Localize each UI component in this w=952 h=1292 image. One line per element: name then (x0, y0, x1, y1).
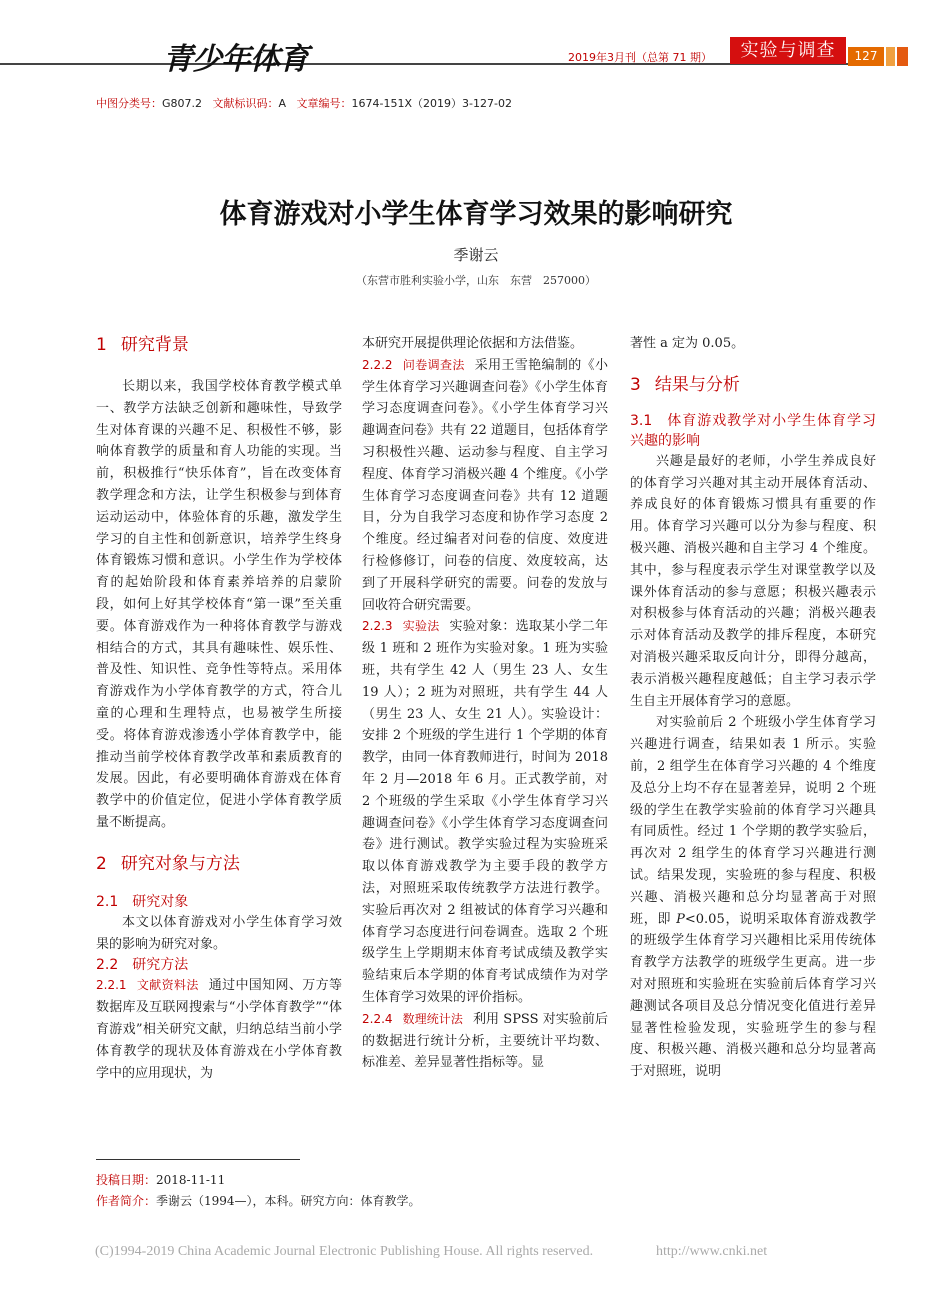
paragraph: 长期以来，我国学校体育教学模式单一、教学方法缺乏创新和趣味性，导致学生对体育课的兴趣不足、积极性不够，影响体育教学的质量和育人功能的实现。当前，积极推行“快乐体育”，旨在改变体育教学理念和方法，让学生积极参与到体育运动运动中，体验体育的乐趣，激发学生学习的自主性和创新意识，培养学生终身体育锻炼习惯和意识。小学生作为学校体育的起始阶段和体育素养培养的启蒙阶段，如何上好其学校体育“第一课”至关重要。体育游戏作为一种将体育教学与游戏相结合的方式，其具有趣味性、娱乐性、普及性、知识性、竞争性等特点。采用体育游戏作为小学体育教学的方式，符合儿童的心理和生理特点，也易被学生所接受。将体育游戏渗透小学体育教学中，能推动当前学校体育教学改革和素质教育的发展。因此，有必要明确体育游戏在体育教学中的价值定位，促进小学体育教学质量不断提高。 (96, 379, 342, 830)
footnote-author-bio: 作者简介：季谢云（1994—），本科。研究方向：体育教学。 (96, 1194, 421, 1208)
journal-masthead-logo: 青少年体育 (163, 42, 308, 77)
header-rule (0, 63, 852, 65)
copyright-watermark: (C)1994-2019 China Academic Journal Electronic Publishing House. All rights reserved. (95, 1244, 594, 1259)
article-no-value: 1674-151X（2019）3-127-02 (351, 97, 512, 110)
column-2 (362, 333, 608, 1074)
subsection-heading: 2.1 研究对象 (96, 893, 189, 910)
column-1 (96, 333, 342, 1084)
paragraph: 本文以体育游戏对小学生体育学习效果的影响为研究对象。 (96, 914, 342, 952)
section-heading: 1 研究背景 (96, 335, 189, 355)
clc-value: G807.2 (162, 97, 203, 110)
subsection-heading: 3.1 体育游戏教学对小学生体育学习兴趣的影响 (630, 412, 876, 449)
article-no-label: 文章编号： (296, 97, 352, 110)
subsection-heading: 2.2 研究方法 (96, 957, 189, 974)
classification-line (96, 95, 512, 111)
paragraph: 对实验前后 2 个班级小学生体育学习兴趣进行调查，结果如表 1 所示。实验前，2 组学生在体育学习兴趣的 4 个维度及总分上均不存在显著差异，说明 2 个班级的学生在教学实验前的体育学习兴趣具有同质性。经过 1 个学期的教学实验后，再次对 2 组学生的体育学习兴趣进行测试。结果发现，实验班的参与程度、积极兴趣、消极兴趣和总分均显著高于对照班，即 P<0.05，说明采取体育游戏教学的班级学生体育学习兴趣相比采用传统体育教学方法教学的班级学生更高。进一步对对照班和实验班在实验前后体育学习兴趣测试各项目及总分情况变化值进行差异显著性检验发现，实验班学生的参与程度、积极兴趣、消极兴趣和总分均显著高于对照班，说明 (630, 715, 876, 1080)
doc-code-value: A (278, 97, 287, 110)
watermark-url: http://www.cnki.net (656, 1244, 768, 1259)
doc-code-label: 文献标识码： (212, 97, 279, 110)
paragraph: 本研究开展提供理论依据和方法借鉴。 (362, 336, 584, 351)
subsubsection-title: 文献资料法 (136, 978, 199, 993)
paragraph: 2.2.3 实验法 实验对象：选取某小学二年级 1 班和 2 班作为实验对象。1 班为实验班，共有学生 42 人（男生 23 人、女生 19 人）；2 班为对照班，共有学生 44 人（男生 23 人、女生 21 人）。实验设计：安排 2 个班级的学生进行 1 个学期的体育教学，由同一体育教师进行，时间为 2018 年 2 月—2018 年 6 月。正式教学前，对 2 个班级的学生采取《小学生体育学习兴趣调查问卷》《小学生体育学习态度调查问卷》进行测试。教学实验过程为实验班采取以体育游戏教学为主要手段的教学方法，对照班采取传统教学方法进行教学。实验后再次对 2 组被试的体育学习兴趣和体育学习态度进行问卷调查。选取 2 个班级学生上学期期末体育考试成绩及教学实验结束后本学期的体育考试成绩作为对学生体育学习效果的评价指标。 (362, 619, 608, 1005)
subsubsection-number: 2.2.2 (362, 357, 393, 372)
footnote-received-date: 投稿日期：2018-11-11 (96, 1173, 226, 1187)
subsubsection-title: 问卷调查法 (402, 357, 465, 372)
column-3 (630, 333, 876, 1083)
section-label: 实验与调查 (740, 40, 836, 61)
section-heading: 2 研究对象与方法 (96, 853, 240, 874)
paragraph: 著性 a 定为 0.05。 (630, 336, 745, 351)
edge-stripe (897, 47, 908, 66)
edge-stripe (886, 47, 895, 66)
paragraph: 兴趣是最好的老师，小学生养成良好的体育学习兴趣对其主动开展体育活动、养成良好的体育锻炼习惯具有重要的作用。体育学习兴趣可以分为参与程度、积极兴趣、消极兴趣和自主学习 4 个维度。其中，参与程度表示学生对课堂教学以及课外体育活动的参与意愿；积极兴趣表示对积极参与体育活动的兴趣；消极兴趣表示对体育活动及教学的排斥程度，本研究对消极兴趣采取反向计分，即得分越高，表示消极兴趣程度越低；自主学习表示学生自主开展体育学习的意愿。 (630, 453, 876, 709)
subsubsection-number: 2.2.1 (96, 978, 127, 993)
paragraph: 2.2.4 数理统计法 利用 SPSS 对实验前后的数据进行统计分析，主要统计平均数、标准差、差异显著性指标等。显 (362, 1011, 608, 1071)
section-heading: 3 结果与分析 (630, 374, 740, 395)
subsubsection-number: 2.2.3 (362, 619, 393, 634)
subsubsection-title: 数理统计法 (402, 1011, 463, 1026)
page-number: 127 (854, 49, 878, 63)
footnote-rule (96, 1159, 300, 1160)
paragraph: 2.2.1 文献资料法 通过中国知网、万方等数据库及互联网搜索与“小学体育教学”“体育游戏”相关研究文献，归纳总结当前小学体育教学的现状及体育游戏在小学体育教学中的应用现状，为 (96, 978, 342, 1081)
article-title: 体育游戏对小学生体育学习效果的影响研究 (219, 199, 733, 230)
issue-info: 2019年3月刊（总第 71 期） (568, 51, 712, 64)
paragraph: 2.2.2 问卷调查法 采用王雪艳编制的《小学生体育学习兴趣调查问卷》《小学生体育学习态度调查问卷》。《小学生体育学习兴趣调查问卷》共有 22 道题目，包括体育学习积极性兴趣、运动参与程度、自主学习程度、体育学习消极兴趣 4 个维度。《小学生体育学习态度调查问卷》共有 12 道题目，分为自我学习态度和协作学习态度 2 个维度。经过编者对问卷的信度、效度进行检修修订，问卷的信度、效度较高，达到了开展科学研究的需要。问卷的发放与回收符合研究需要。 (362, 357, 608, 613)
clc-label: 中图分类号： (96, 97, 162, 110)
author-name: 季谢云 (453, 246, 499, 264)
author-affiliation: （东营市胜利实验小学，山东 东营 257000） (356, 274, 596, 287)
subsubsection-number: 2.2.4 (362, 1011, 393, 1026)
subsubsection-title: 实验法 (402, 619, 440, 634)
